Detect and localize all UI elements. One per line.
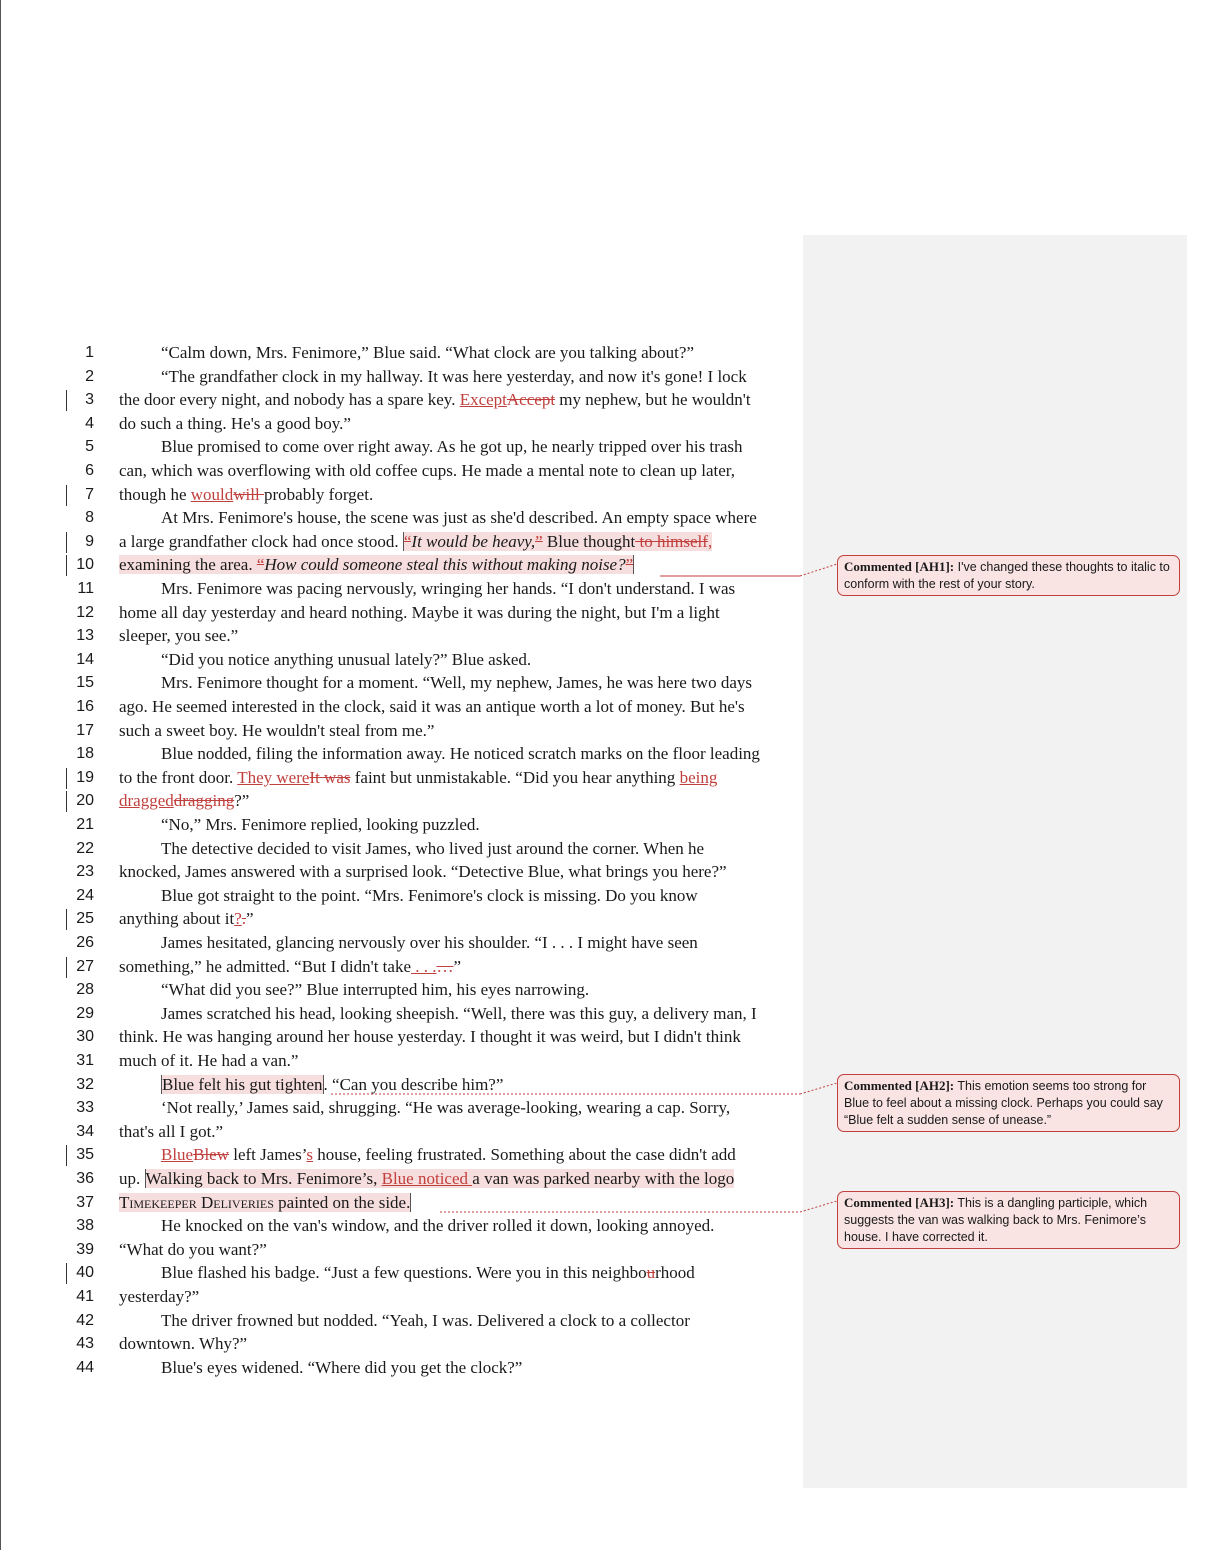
tracked-insertion: They were — [237, 767, 310, 787]
tracked-insertion: s — [306, 1145, 314, 1165]
text-run: probably forget. — [263, 484, 374, 504]
comment-label: Commented [AH1]: — [844, 559, 955, 574]
line-number: 4 — [85, 414, 94, 432]
text-run: Blue nodded, filing the information away. He noticed scratch marks on the floor leading — [161, 744, 760, 764]
text-run: ago. He seemed interested in the clock, said it was an antique worth a lot of money. But he's — [119, 697, 745, 716]
line-number: 8 — [85, 509, 94, 527]
line-number: 14 — [76, 650, 94, 668]
commented-text: It would be heavy, — [411, 531, 536, 551]
commented-text: painted on the side. — [273, 1192, 411, 1212]
text-run: rhood — [655, 1263, 695, 1283]
text-run: He knocked on the van's window, and the driver rolled it down, looking annoyed. — [161, 1216, 715, 1236]
commented-text: Blue thought — [542, 531, 636, 551]
tracked-insertion: would — [190, 484, 234, 504]
text-run: “The grandfather clock in my hallway. It was here yesterday, and now it's gone! I lock — [161, 366, 747, 386]
line-number: 21 — [76, 816, 94, 833]
commented-text: a van was parked nearby with the logo — [472, 1169, 735, 1188]
line-number: 9 — [85, 532, 94, 550]
text-run: faint but unmistakable. “Did you hear anything — [350, 767, 680, 787]
text-run: anything about it — [119, 909, 235, 929]
tracked-deletion: “ — [256, 555, 265, 575]
tracked-deletion: Accept — [506, 390, 556, 410]
commented-text: examining the area. — [119, 555, 257, 575]
text-run: my nephew, but he wouldn't — [555, 390, 751, 410]
line-number: 1 — [85, 344, 94, 361]
text-run: The driver frowned but nodded. “Yeah, I was. Delivered a clock to a collector — [161, 1310, 690, 1330]
comment-text: I've changed these thoughts to italic to conform with the rest of your story. — [844, 560, 1170, 591]
commented-text: Walking back to Mrs. Fenimore’s, — [145, 1169, 382, 1188]
comment-ah1[interactable] — [837, 555, 1180, 596]
tracked-deletion: u — [646, 1263, 656, 1283]
line-number: 37 — [76, 1193, 94, 1211]
connector-ah2-link — [800, 1083, 837, 1094]
tracked-insertion: Blue — [161, 1145, 194, 1165]
tracked-deletion: . — [241, 909, 247, 929]
line-number: 42 — [76, 1311, 94, 1329]
line-number: 5 — [85, 438, 94, 456]
tracked-insertion: ? — [234, 909, 242, 929]
text-run: sleeper, you see.” — [119, 626, 239, 646]
line-number: 33 — [76, 1099, 94, 1117]
text-run: Blue flashed his badge. “Just a few questions. Were you in this neighbo — [161, 1263, 647, 1283]
tracked-insertion: dragged — [119, 791, 174, 811]
line-number: 39 — [76, 1240, 94, 1258]
line-number: 23 — [76, 863, 94, 881]
text-run: Blue got straight to the point. “Mrs. Fenimore's clock is missing. Do you know — [161, 885, 698, 905]
text-run: do such a thing. He's a good boy.” — [119, 413, 351, 433]
text-run: . “Can you describe him?” — [323, 1074, 504, 1094]
tracked-insertion: . . . — [411, 956, 437, 976]
text-run: James scratched his head, looking sheepish. “Well, there was this guy, a delivery man, I — [161, 1003, 757, 1023]
text-run: home all day yesterday and heard nothing. Maybe it was during the night, but I'm a light — [119, 602, 720, 622]
line-number: 2 — [85, 367, 94, 385]
text-run: “Calm down, Mrs. Fenimore,” Blue said. “What clock are you talking about?” — [161, 343, 694, 362]
line-number: 28 — [76, 981, 94, 999]
text-run: downtown. Why?” — [119, 1334, 248, 1354]
line-number: 20 — [76, 792, 94, 810]
text-run: “No,” Mrs. Fenimore replied, looking puzzled. — [161, 815, 480, 834]
line-number: 27 — [76, 957, 94, 975]
text-run: the door every night, and nobody has a spare key. — [119, 390, 460, 410]
line-number: 19 — [76, 768, 94, 786]
commented-text: Timekeeper Deliveries — [119, 1192, 274, 1212]
text-run: “Did you notice anything unusual lately?” Blue asked. — [161, 649, 532, 669]
line-number: 18 — [76, 745, 94, 763]
line-number: 40 — [76, 1264, 94, 1282]
line-number: 34 — [76, 1122, 94, 1140]
line-number: 30 — [76, 1028, 94, 1046]
tracked-deletion: … — [436, 956, 454, 976]
line-number: 11 — [77, 580, 94, 597]
text-run: a large grandfather clock had once stood. — [119, 531, 403, 551]
text-run: though he — [119, 484, 191, 504]
text-run: to the front door. — [119, 767, 238, 787]
connector-ah1-link — [800, 564, 837, 576]
tracked-deletion: ” — [535, 531, 543, 551]
text-run: The detective decided to visit James, who lived just around the corner. When he — [161, 838, 705, 858]
line-number: 36 — [76, 1170, 94, 1187]
line-number: 25 — [76, 910, 94, 928]
comment-label: Commented [AH2]: — [844, 1078, 955, 1093]
line-number: 24 — [76, 886, 94, 904]
tracked-deletion: It was — [309, 767, 351, 787]
line-number: 6 — [85, 462, 94, 479]
tracked-deletion: ” — [625, 555, 634, 575]
text-run: ?” — [234, 791, 250, 811]
text-run: yesterday?” — [119, 1287, 200, 1306]
commented-text: How could someone steal this without making noise? — [264, 555, 626, 575]
text-run: left James’ — [229, 1145, 307, 1165]
line-number: 31 — [76, 1052, 94, 1069]
tracked-deletion: “ — [403, 531, 412, 551]
line-number: 15 — [76, 674, 94, 692]
text-run: James hesitated, glancing nervously over his shoulder. “I . . . I might have seen — [161, 933, 698, 952]
text-run: think. He was hanging around her house yesterday. I thought it was weird, but I didn't think — [119, 1027, 741, 1047]
text-run: knocked, James answered with a surprised look. “Detective Blue, what brings you here?” — [119, 862, 727, 882]
text-run: house, feeling frustrated. Something about the case didn't add — [313, 1145, 736, 1165]
tracked-deletion: Blew — [193, 1145, 229, 1165]
connector-ah3-link — [800, 1201, 837, 1212]
line-number: 43 — [76, 1335, 94, 1353]
line-number: 22 — [76, 839, 94, 857]
text-run: At Mrs. Fenimore's house, the scene was just as she'd described. An empty space where — [161, 508, 757, 528]
tracked-deletion: will — [233, 484, 264, 504]
text-run: Mrs. Fenimore thought for a moment. “Well, my nephew, James, he was here two days — [161, 673, 752, 693]
text-run: something,” he admitted. “But I didn't take — [119, 956, 411, 976]
text-run: ” — [246, 909, 254, 929]
line-number: 10 — [76, 556, 94, 574]
text-run: ” — [453, 956, 462, 976]
line-number: 12 — [76, 603, 94, 621]
text-run: Mrs. Fenimore was pacing nervously, wringing her hands. “I don't understand. I was — [161, 579, 736, 598]
tracked-insertion: being — [679, 767, 718, 787]
text-run: much of it. He had a van.” — [119, 1051, 299, 1070]
text-run: Blue promised to come over right away. As he got up, he nearly tripped over his trash — [161, 437, 743, 457]
line-number: 35 — [76, 1146, 94, 1164]
tracked-insertion: Blue noticed — [381, 1169, 473, 1188]
line-number: 44 — [76, 1358, 94, 1376]
tracked-deletion: dragging — [173, 791, 235, 811]
text-run: “What do you want?” — [119, 1239, 267, 1259]
line-number: 16 — [76, 698, 94, 715]
comment-text: This emotion seems too strong for Blue to feel about a missing clock. Perhaps you could say “Blue felt a sudden sense of unease.” — [844, 1079, 1163, 1127]
tracked-insertion: Except — [459, 390, 507, 410]
line-number: 29 — [76, 1004, 94, 1022]
tracked-deletion: to himself — [635, 531, 708, 551]
text-run: “What did you see?” Blue interrupted him, his eyes narrowing. — [161, 980, 590, 1000]
line-number: 13 — [76, 627, 94, 645]
text-run: ‘Not really,’ James said, shrugging. “He was average-looking, wearing a cap. Sorry, — [161, 1098, 731, 1118]
line-number: 7 — [85, 485, 94, 503]
text-run: Blue's eyes widened. “Where did you get the clock?” — [161, 1357, 523, 1377]
commented-text: Blue felt his gut tighten — [162, 1074, 323, 1094]
comment-label: Commented [AH3]: — [844, 1195, 955, 1210]
text-run: such a sweet boy. He wouldn't steal from me.” — [119, 720, 435, 740]
line-number: 32 — [76, 1075, 94, 1093]
line-number: 41 — [76, 1288, 94, 1305]
comment-text: This is a dangling participle, which suggests the van was walking back to Mrs. Fenimore’s house. I have corrected it. — [844, 1196, 1148, 1244]
comment-ah3[interactable] — [837, 1191, 1180, 1249]
tracked-insertion: , — [707, 531, 713, 551]
line-number: 3 — [85, 391, 94, 409]
text-run: can, which was overflowing with old coffee cups. He made a mental note to clean up later, — [119, 461, 735, 480]
comment-ah2[interactable] — [837, 1074, 1180, 1132]
text-run: up. — [119, 1169, 145, 1188]
line-number: 17 — [76, 721, 94, 739]
text-run: that's all I got.” — [119, 1121, 224, 1141]
line-number: 38 — [76, 1217, 94, 1235]
line-number: 26 — [76, 934, 94, 951]
